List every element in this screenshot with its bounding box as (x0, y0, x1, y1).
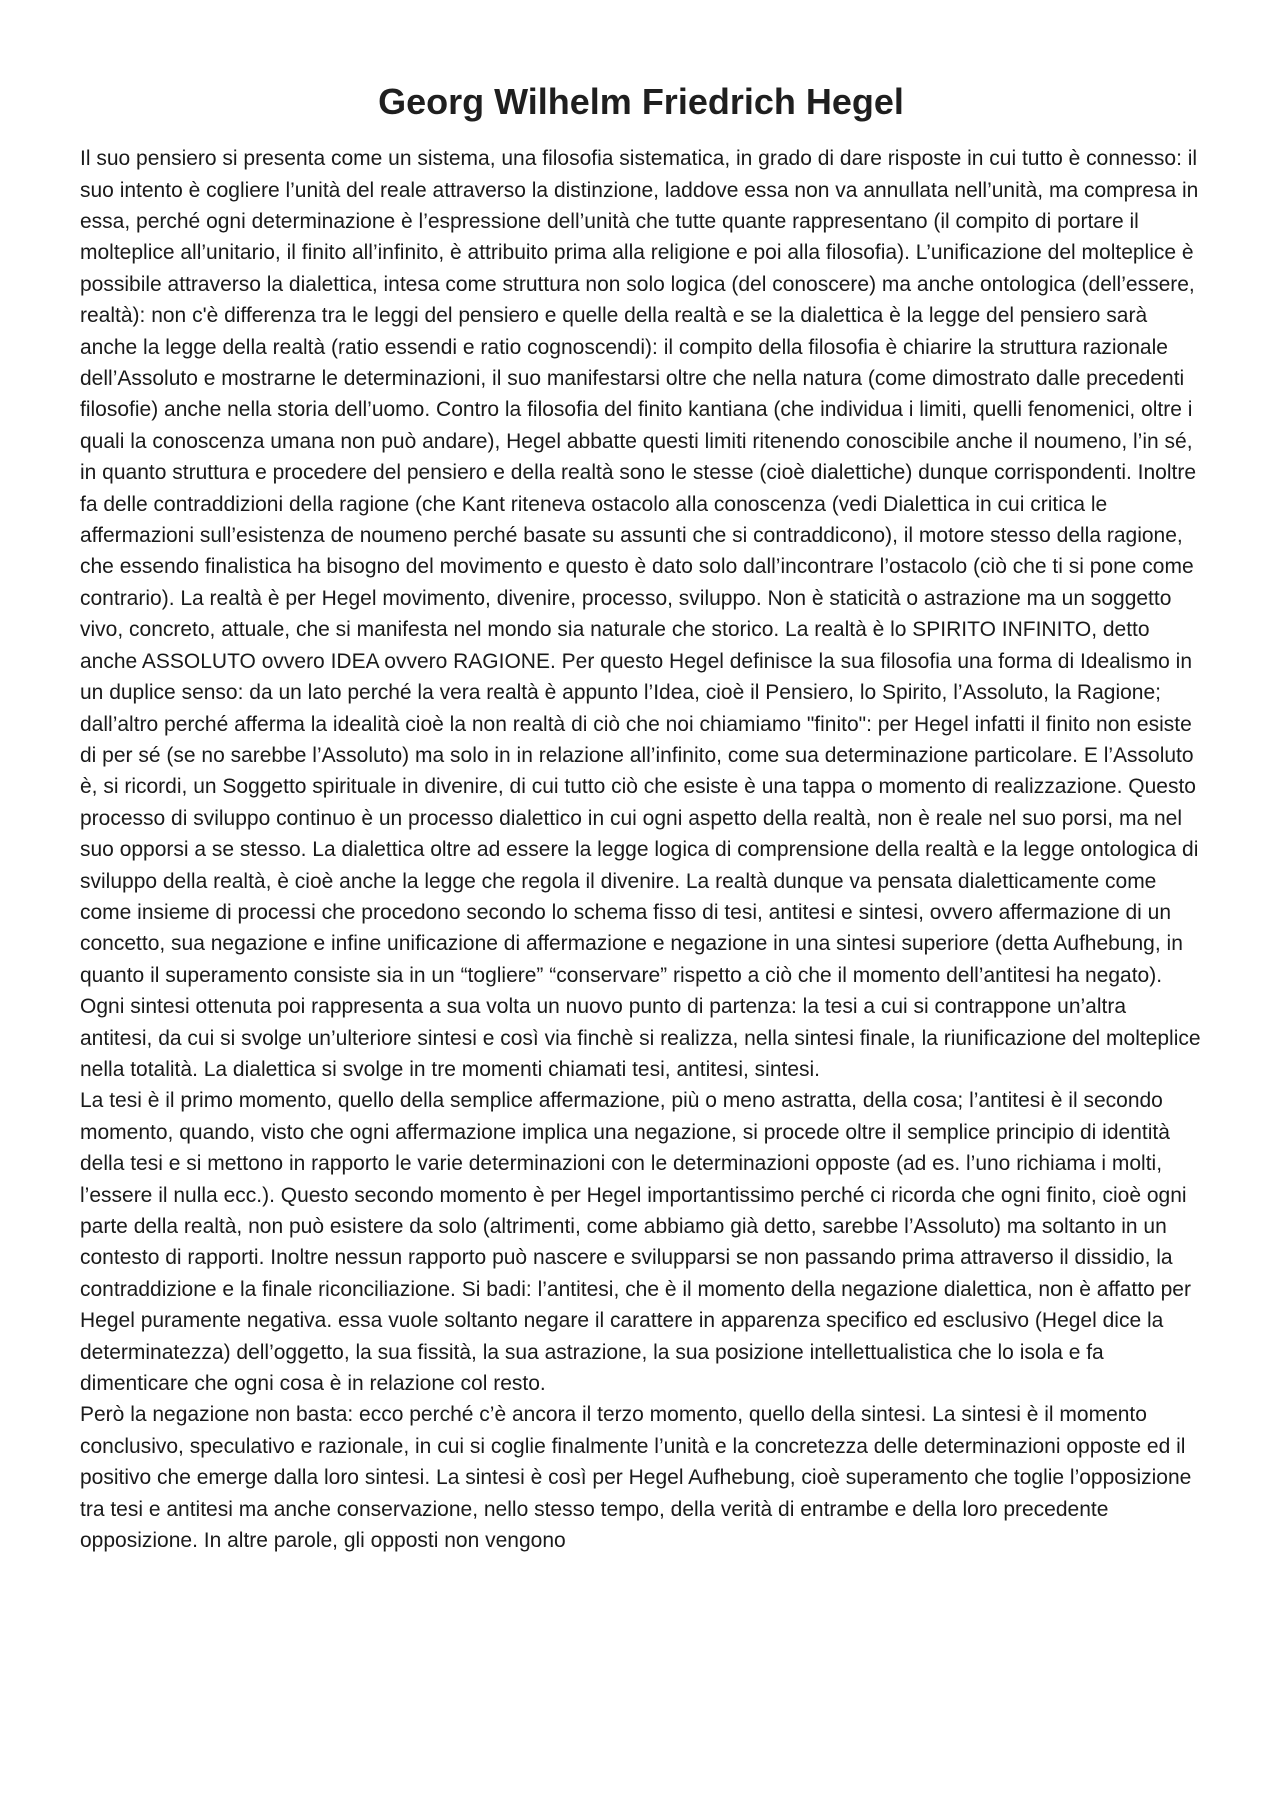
page-title: Georg Wilhelm Friedrich Hegel (378, 81, 904, 122)
paragraph-2: La tesi è il primo momento, quello della semplice affermazione, più o meno astratta, della cosa; l’antitesi è il secondo momento, quando, visto che ogni affermazione implica una negazione, si procede oltre il semplice principio di identità della tesi e si mettono in rapporto le varie determinazioni con le determinazioni opposte (ad es. l’uno richiama i molti, l’essere il nulla ecc.). Questo secondo momento è per Hegel importantissimo perché ci ricorda che ogni finito, cioè ogni parte della realtà, non può esistere da solo (altrimenti, come abbiamo già detto, sarebbe l’Assoluto) ma soltanto in un contesto di rapporti. Inoltre nessun rapporto può nascere e svilupparsi se non passando prima attraverso il dissidio, la contraddizione e la finale riconciliazione. Si badi: l’antitesi, che è il momento della negazione dialettica, non è affatto per Hegel puramente negativa. essa vuole soltanto negare il carattere in apparenza specifico ed esclusivo (Hegel dice la determinatezza) dell’oggetto, la sua fissità, la sua astrazione, la sua posizione intellettualistica che lo isola e fa dimenticare che ogni cosa è in relazione col resto. (80, 1089, 1191, 1396)
paragraph-3: Però la negazione non basta: ecco perché c’è ancora il terzo momento, quello della sintesi. La sintesi è il momento conclusivo, speculativo e razionale, in cui si coglie finalmente l’unità e la concretezza delle determinazioni opposte ed il positivo che emerge dalla loro sintesi. La sintesi è così per Hegel Aufhebung, cioè superamento che toglie l’opposizione tra tesi e antitesi ma anche conservazione, nello stesso tempo, della verità di entrambe e della loro precedente opposizione. In altre parole, gli opposti non vengono (80, 1403, 1192, 1553)
paragraph-1: Il suo pensiero si presenta come un sistema, una filosofia sistematica, in grado di dare risposte in cui tutto è connesso: il suo intento è cogliere l’unità del reale attraverso la distinzione, laddove essa non va annullata nell’unità, ma compresa in essa, perché ogni determinazione è l’espressione dell’unità che tutte quante rappresentano (il compito di portare il molteplice all’unitario, il finito all’infinito, è attribuito prima alla religione e poi alla filosofia). L’unificazione del molteplice è possibile attraverso la dialettica, intesa come struttura non solo logica (del conoscere) ma anche ontologica (dell’essere, realtà): non c'è differenza tra le leggi del pensiero e quelle della realtà e se la dialettica è la legge del pensiero sarà anche la legge della realtà (ratio essendi e ratio cognoscendi): il compito della filosofia è chiarire la struttura razionale dell’Assoluto e mostrarne le determinazioni, il suo manifestarsi oltre che nella natura (come dimostrato dalle precedenti filosofie) anche nella storia dell’uomo. Contro la filosofia del finito kantiana (che individua i limiti, quelli fenomenici, oltre i quali la conoscenza umana non può andare), Hegel abbatte questi limiti ritenendo conoscibile anche il noumeno, l’in sé, in quanto struttura e procedere del pensiero e della realtà sono le stesse (cioè dialettiche) dunque corrispondenti. Inoltre fa delle contraddizioni della ragione (che Kant riteneva ostacolo alla conoscenza (vedi Dialettica in cui critica le affermazioni sull’esistenza de noumeno perché basate su assunti che si contraddicono), il motore stesso della ragione, che essendo finalistica ha bisogno del movimento e questo è dato solo dall’incontrare l’ostacolo (ciò che ti si pone come contrario). La realtà è per Hegel movimento, divenire, processo, sviluppo. Non è staticità o astrazione ma un soggetto vivo, concreto, attuale, che si manifesta nel mondo sia naturale che storico. La realtà è lo SPIRITO INFINITO, detto anche ASSOLUTO ovvero IDEA ovvero RAGIONE. Per questo Hegel definisce la sua filosofia una forma di Idealismo in un duplice senso: da un lato perché la vera realtà è appunto l’Idea, cioè il Pensiero, lo Spirito, l’Assoluto, la Ragione; dall’altro perché afferma la idealità cioè la non realtà di ciò che noi chiamiamo "finito": per Hegel infatti il finito non esiste di per sé (se no sarebbe l’Assoluto) ma solo in in relazione all’infinito, come sua determinazione particolare. E l’Assoluto è, si ricordi, un Soggetto spirituale in divenire, di cui tutto ciò che esiste è una tappa o momento di realizzazione. Questo processo di sviluppo continuo è un processo dialettico in cui ogni aspetto della realtà, non è reale nel suo porsi, ma nel suo opporsi a se stesso. La dialettica oltre ad essere la legge logica di comprensione della realtà e la legge ontologica di sviluppo della realtà, è cioè anche la legge che regola il divenire. La realtà dunque va pensata dialetticamente come come insieme di processi che procedono secondo lo schema fisso di tesi, antitesi e sintesi, ovvero affermazione di un concetto, sua negazione e infine unificazione di affermazione e negazione in una sintesi superiore (detta Aufhebung, in quanto il superamento consiste sia in un “togliere” “conservare” rispetto a ciò che il momento dell’antitesi ha negato). Ogni sintesi ottenuta poi rappresenta a sua volta un nuovo punto di partenza: la tesi a cui si contrappone un’altra antitesi, da cui si svolge un’ulteriore sintesi e così via finchè si realizza, nella sintesi finale, la riunificazione del molteplice nella totalità. La dialettica si svolge in tre momenti chiamati tesi, antitesi, sintesi. (80, 147, 1201, 1081)
